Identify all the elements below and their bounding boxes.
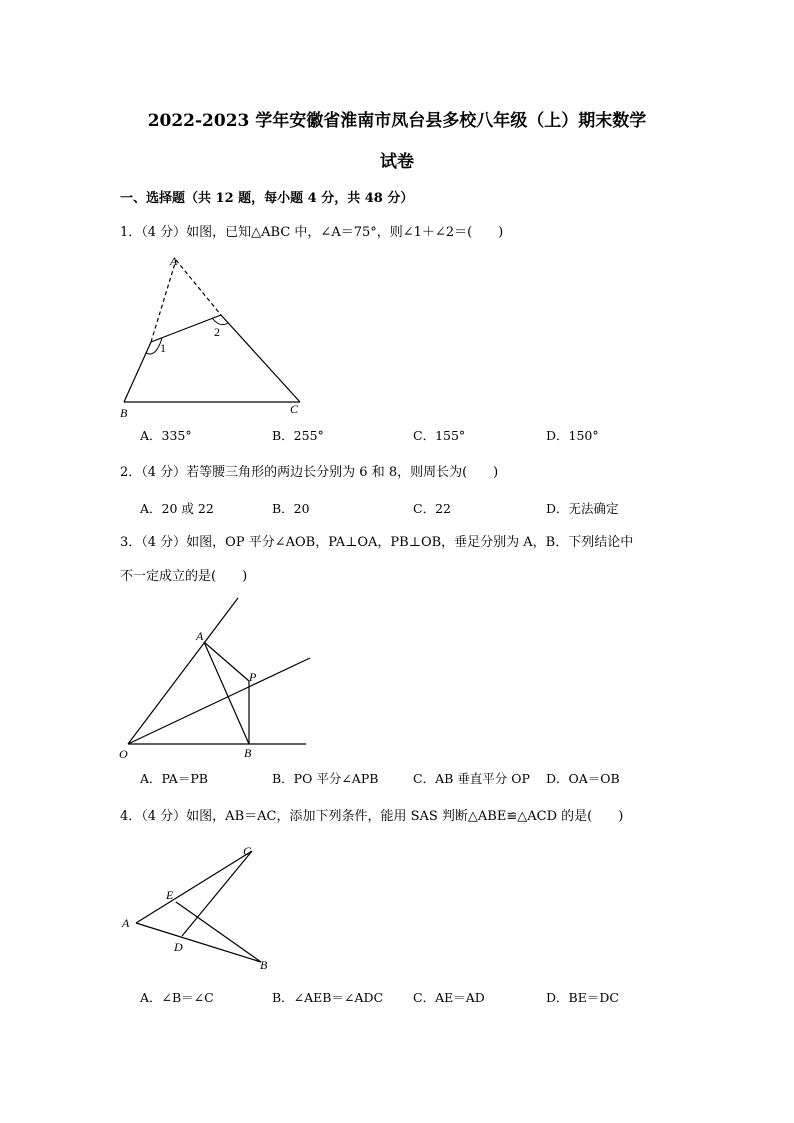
- q3-label-a: A: [196, 629, 204, 643]
- q2-option-a[interactable]: A．20 或 22: [140, 501, 214, 516]
- q3-option-c[interactable]: C．AB 垂直平分 OP: [413, 771, 530, 786]
- q1-option-b[interactable]: B．255°: [272, 428, 324, 443]
- q3-label-o: O: [119, 747, 128, 761]
- q1-option-d[interactable]: D．150°: [546, 428, 599, 443]
- q3-option-d[interactable]: D．OA＝OB: [546, 771, 620, 786]
- q4-option-b[interactable]: B．∠AEB＝∠ADC: [272, 990, 384, 1005]
- question-3-stem-line2: 不一定成立的是( ): [120, 569, 248, 584]
- q1-label-c: C: [290, 402, 299, 416]
- question-1-stem: 1．（4 分）如图，已知△ABC 中，∠A＝75°，则∠1＋∠2＝( ): [120, 225, 504, 240]
- q2-option-c[interactable]: C．22: [413, 501, 451, 516]
- q1-label-a: A: [170, 254, 178, 268]
- q4-label-b: B: [260, 958, 268, 972]
- q4-label-e: E: [166, 888, 174, 902]
- question-4-stem: 4．（4 分）如图，AB＝AC，添加下列条件，能用 SAS 判断△ABE≌△ACD 的是( ): [120, 809, 624, 824]
- q4-option-c[interactable]: C．AE＝AD: [413, 990, 485, 1005]
- q3-label-b: B: [244, 746, 252, 760]
- question-3-figure: [110, 594, 320, 764]
- q3-label-p: P: [249, 670, 257, 684]
- q1-option-a[interactable]: A．335°: [140, 428, 192, 443]
- q1-label-1: 1: [160, 341, 166, 355]
- document-title-line1: 2022-2023 学年安徽省淮南市凤台县多校八年级（上）期末数学: [147, 111, 647, 131]
- question-3-stem-line1: 3．（4 分）如图，OP 平分∠AOB，PA⊥OA，PB⊥OB，垂足分别为 A，B．下列结论中: [120, 535, 634, 550]
- q3-option-a[interactable]: A．PA＝PB: [140, 771, 208, 786]
- q1-label-b: B: [120, 406, 128, 420]
- q4-label-d: D: [174, 940, 183, 954]
- question-1-figure: [110, 250, 330, 425]
- q2-option-b[interactable]: B．20: [272, 501, 310, 516]
- question-4-figure: [110, 838, 290, 978]
- q2-option-d[interactable]: D．无法确定: [546, 501, 619, 516]
- q4-option-a[interactable]: A．∠B＝∠C: [140, 990, 214, 1005]
- q3-option-b[interactable]: B．PO 平分∠APB: [272, 771, 379, 786]
- q1-label-2: 2: [214, 325, 220, 339]
- section-heading: 一、选择题（共 12 题，每小题 4 分，共 48 分）: [120, 191, 414, 206]
- question-2-stem: 2．（4 分）若等腰三角形的两边长分别为 6 和 8，则周长为( ): [120, 465, 499, 480]
- q4-label-c: C: [243, 844, 252, 858]
- q1-option-c[interactable]: C．155°: [413, 428, 466, 443]
- document-title-line2: 试卷: [380, 152, 414, 172]
- q4-option-d[interactable]: D．BE＝DC: [546, 990, 619, 1005]
- q4-label-a: A: [122, 916, 130, 930]
